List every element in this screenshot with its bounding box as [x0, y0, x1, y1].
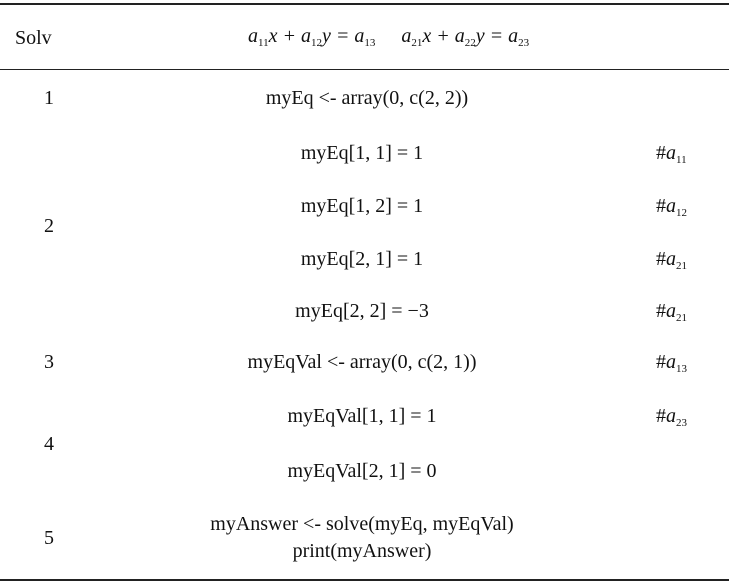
table-top-rule	[0, 3, 729, 5]
code-line: myEq <- array(0, c(2, 2))	[265, 87, 469, 109]
code-line: myEq[1, 1] = 1	[300, 142, 424, 164]
comment: $\#a_{21}$	[656, 248, 687, 272]
code-line: myEqVal <- array(0, c(2, 1))	[247, 351, 477, 373]
header-equations: $a_{11}x + a_{12}y = a_{13}$ $a_{21}x + a_{22}y = a_{23}$	[248, 25, 530, 49]
step-number: 4	[44, 433, 54, 455]
step-number: 5	[44, 527, 54, 549]
table-header-rule	[0, 69, 729, 70]
code-line: myEq[2, 2] = −3	[295, 300, 429, 322]
comment: $\#a_{23}$	[656, 405, 687, 429]
step-number: 2	[44, 215, 54, 237]
code-line: myEqVal[2, 1] = 0	[287, 460, 437, 482]
comment: $\#a_{11}$	[656, 142, 687, 166]
code-line: myEq[2, 1] = 1	[300, 248, 424, 270]
step-number: 1	[44, 87, 54, 109]
code-line: myAnswer <- solve(myEq, myEqVal)	[210, 513, 514, 535]
step-number: 3	[44, 351, 54, 373]
header-solv: Solv	[15, 27, 52, 49]
code-line: print(myAnswer)	[292, 540, 432, 562]
comment: $\#a_{13}$	[656, 351, 687, 375]
code-line: myEq[1, 2] = 1	[300, 195, 424, 217]
comment: $\#a_{12}$	[656, 195, 687, 219]
table-bottom-rule	[0, 579, 729, 581]
comment: $\#a_{21}$	[656, 300, 687, 324]
code-line: myEqVal[1, 1] = 1	[287, 405, 437, 427]
